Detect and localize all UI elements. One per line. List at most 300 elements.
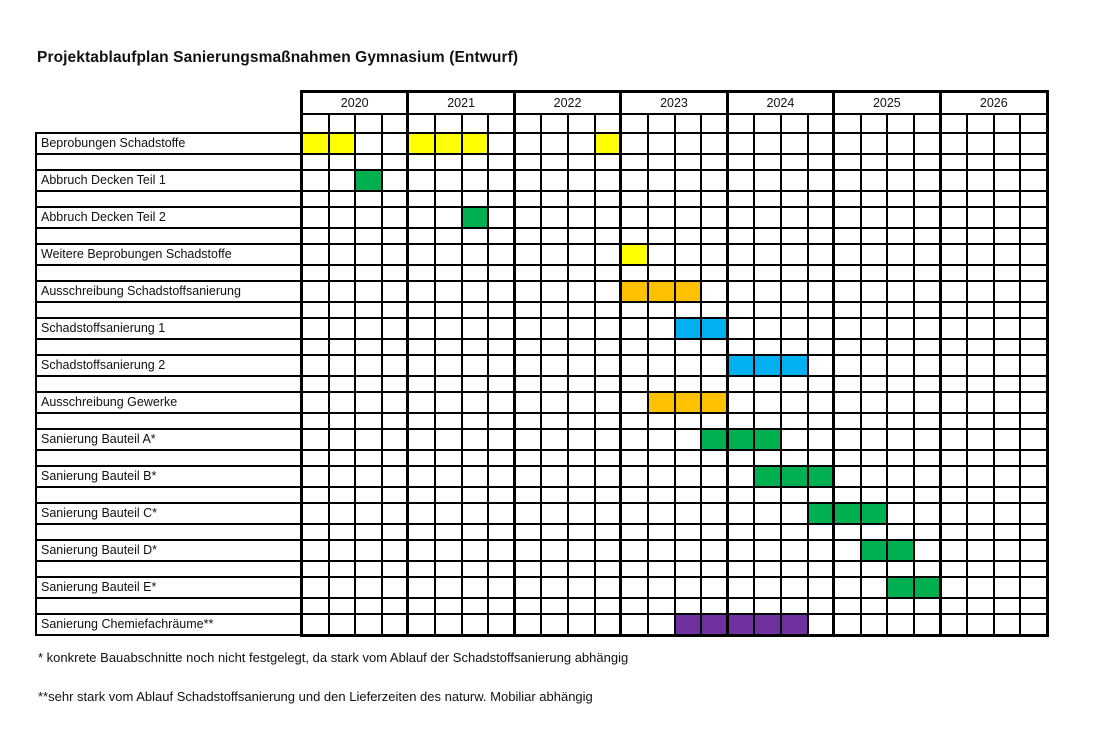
quarter-cell — [702, 578, 727, 597]
grid-spacer-cell — [569, 488, 594, 502]
quarter-cell — [702, 282, 727, 301]
quarter-cell — [622, 541, 647, 560]
quarter-cell — [702, 504, 727, 523]
grid-spacer-cell — [968, 377, 993, 391]
grid-spacer-cell — [888, 377, 913, 391]
quarter-cell — [835, 208, 860, 227]
grid-spacer-cell — [303, 414, 328, 428]
grid-spacer-cell — [436, 488, 461, 502]
quarter-cell — [489, 430, 514, 449]
grid-spacer-cell — [542, 488, 567, 502]
grid-spacer-cell — [622, 488, 647, 502]
quarter-cell — [569, 282, 594, 301]
quarter-cell — [729, 393, 754, 412]
quarter-cell — [409, 319, 434, 338]
quarter-cell — [968, 245, 993, 264]
quarter-cell — [569, 467, 594, 486]
grid-spacer-cell — [569, 155, 594, 169]
grid-spacer-cell — [569, 303, 594, 317]
grid-spacer-cell — [809, 451, 834, 465]
grid-spacer-cell — [569, 451, 594, 465]
quarter-cell — [542, 319, 567, 338]
quarter-cell — [649, 245, 674, 264]
task-label: Ausschreibung Schadstoffsanierung — [37, 282, 300, 301]
quarter-cell — [463, 319, 488, 338]
quarter-cell — [1021, 319, 1046, 338]
grid-spacer-cell — [516, 451, 541, 465]
quarter-cell — [436, 208, 461, 227]
grid-spacer-cell — [542, 525, 567, 539]
quarter-cell — [888, 467, 913, 486]
grid-spacer-cell — [622, 340, 647, 354]
quarter-cell — [782, 578, 807, 597]
grid-spacer-cell — [1021, 303, 1046, 317]
grid-spacer-cell — [383, 414, 408, 428]
grid-spacer-cell — [356, 451, 381, 465]
grid-spacer-cell — [702, 155, 727, 169]
quarter-cell — [569, 245, 594, 264]
grid-spacer-cell — [835, 192, 860, 206]
task-label: Schadstoffsanierung 2 — [37, 356, 300, 375]
grid-spacer-cell — [755, 525, 780, 539]
grid-spacer-cell — [915, 192, 940, 206]
grid-spacer-cell — [862, 414, 887, 428]
quarter-cell — [729, 578, 754, 597]
quarter-cell — [809, 134, 834, 153]
grid-spacer-cell — [542, 229, 567, 243]
quarter-subheader-cell — [463, 115, 488, 132]
quarter-cell — [356, 541, 381, 560]
quarter-cell — [676, 541, 701, 560]
grid-spacer-cell — [303, 525, 328, 539]
quarter-cell — [676, 504, 701, 523]
quarter-cell — [542, 282, 567, 301]
quarter-cell — [1021, 208, 1046, 227]
quarter-cell — [436, 430, 461, 449]
quarter-cell — [702, 245, 727, 264]
quarter-cell — [436, 615, 461, 634]
grid-spacer-cell — [649, 192, 674, 206]
grid-spacer-cell — [409, 562, 434, 576]
quarter-cell — [596, 319, 621, 338]
bar-cell — [676, 615, 701, 634]
quarter-cell — [915, 504, 940, 523]
quarter-cell — [516, 504, 541, 523]
quarter-cell — [649, 134, 674, 153]
quarter-cell — [888, 615, 913, 634]
quarter-cell — [463, 245, 488, 264]
grid-spacer-cell — [596, 155, 621, 169]
quarter-cell — [356, 430, 381, 449]
grid-spacer-cell — [516, 562, 541, 576]
grid-spacer-cell — [489, 414, 514, 428]
grid-spacer-cell — [463, 599, 488, 613]
grid-spacer-cell — [409, 266, 434, 280]
grid-spacer-cell — [1021, 377, 1046, 391]
grid-spacer-cell — [596, 192, 621, 206]
quarter-cell — [622, 208, 647, 227]
grid-spacer-cell — [622, 155, 647, 169]
grid-spacer-cell — [409, 377, 434, 391]
grid-spacer-cell — [968, 562, 993, 576]
grid-spacer-cell — [356, 377, 381, 391]
quarter-cell — [516, 430, 541, 449]
grid-spacer-cell — [489, 599, 514, 613]
grid-spacer-cell — [409, 192, 434, 206]
quarter-cell — [888, 319, 913, 338]
grid-spacer-cell — [542, 377, 567, 391]
quarter-cell — [489, 134, 514, 153]
quarter-cell — [463, 504, 488, 523]
quarter-cell — [330, 467, 355, 486]
grid-spacer-cell — [303, 488, 328, 502]
quarter-cell — [383, 430, 408, 449]
quarter-cell — [409, 208, 434, 227]
quarter-cell — [995, 208, 1020, 227]
quarter-cell — [436, 245, 461, 264]
quarter-cell — [702, 171, 727, 190]
quarter-cell — [622, 134, 647, 153]
grid-spacer-cell — [729, 303, 754, 317]
grid-spacer-cell — [596, 451, 621, 465]
quarter-cell — [782, 541, 807, 560]
grid-spacer-cell — [915, 525, 940, 539]
quarter-cell — [303, 171, 328, 190]
grid-spacer-cell — [968, 340, 993, 354]
quarter-cell — [330, 245, 355, 264]
grid-spacer-cell — [303, 155, 328, 169]
grid-spacer-cell — [542, 340, 567, 354]
grid-spacer-cell — [330, 488, 355, 502]
quarter-cell — [809, 356, 834, 375]
grid-spacer-cell — [755, 266, 780, 280]
quarter-cell — [463, 615, 488, 634]
quarter-cell — [809, 208, 834, 227]
grid-spacer-cell — [995, 525, 1020, 539]
quarter-cell — [888, 356, 913, 375]
quarter-cell — [942, 504, 967, 523]
grid-spacer-cell — [356, 266, 381, 280]
grid-spacer-cell — [542, 266, 567, 280]
bar-cell — [702, 393, 727, 412]
footnote-single-asterisk: * konkrete Bauabschnitte noch nicht festgelegt, da stark vom Ablauf der Schadstoffsanierung abhängig — [38, 650, 629, 665]
quarter-cell — [303, 208, 328, 227]
grid-spacer-cell — [649, 451, 674, 465]
quarter-cell — [755, 282, 780, 301]
grid-spacer-cell — [649, 525, 674, 539]
grid-spacer-cell — [596, 340, 621, 354]
quarter-cell — [409, 541, 434, 560]
quarter-cell — [729, 171, 754, 190]
grid-spacer-cell — [729, 340, 754, 354]
grid-spacer-cell — [489, 525, 514, 539]
quarter-subheader-cell — [569, 115, 594, 132]
quarter-cell — [596, 615, 621, 634]
grid-spacer-cell — [596, 599, 621, 613]
quarter-subheader-cell — [968, 115, 993, 132]
bar-cell — [809, 467, 834, 486]
gantt-chart — [35, 90, 1049, 637]
grid-spacer-cell — [809, 377, 834, 391]
quarter-cell — [649, 430, 674, 449]
quarter-cell — [542, 578, 567, 597]
grid-spacer-cell — [915, 414, 940, 428]
grid-spacer-cell — [463, 155, 488, 169]
grid-spacer-cell — [542, 155, 567, 169]
grid-spacer-cell — [649, 377, 674, 391]
year-header: 2025 — [835, 93, 939, 113]
quarter-cell — [489, 356, 514, 375]
grid-spacer-cell — [809, 266, 834, 280]
grid-spacer-cell — [356, 192, 381, 206]
bar-cell — [782, 467, 807, 486]
quarter-cell — [383, 504, 408, 523]
grid-spacer-cell — [569, 377, 594, 391]
quarter-cell — [383, 171, 408, 190]
quarter-cell — [782, 282, 807, 301]
quarter-cell — [755, 578, 780, 597]
quarter-cell — [569, 134, 594, 153]
grid-spacer-cell — [942, 155, 967, 169]
quarter-cell — [596, 504, 621, 523]
year-header: 2021 — [409, 93, 513, 113]
grid-spacer-cell — [436, 229, 461, 243]
quarter-cell — [729, 245, 754, 264]
quarter-cell — [409, 504, 434, 523]
grid-spacer-cell — [356, 414, 381, 428]
grid-spacer-cell — [463, 192, 488, 206]
grid-spacer-cell — [436, 192, 461, 206]
grid-spacer-cell — [569, 562, 594, 576]
quarter-cell — [330, 430, 355, 449]
quarter-cell — [782, 245, 807, 264]
quarter-cell — [489, 504, 514, 523]
grid-spacer-cell — [729, 451, 754, 465]
quarter-cell — [676, 467, 701, 486]
bar-cell — [649, 282, 674, 301]
grid-spacer-cell — [915, 229, 940, 243]
grid-spacer-cell — [729, 229, 754, 243]
grid-spacer-cell — [409, 488, 434, 502]
grid-spacer-cell — [782, 414, 807, 428]
quarter-cell — [1021, 430, 1046, 449]
quarter-cell — [436, 282, 461, 301]
grid-spacer-cell — [755, 155, 780, 169]
quarter-cell — [676, 208, 701, 227]
grid-spacer-cell — [942, 340, 967, 354]
grid-spacer-cell — [702, 414, 727, 428]
quarter-cell — [569, 208, 594, 227]
grid-spacer-cell — [862, 192, 887, 206]
quarter-cell — [330, 319, 355, 338]
grid-spacer-cell — [330, 192, 355, 206]
grid-spacer-cell — [835, 599, 860, 613]
quarter-cell — [968, 282, 993, 301]
grid-spacer-cell — [888, 525, 913, 539]
quarter-cell — [303, 319, 328, 338]
grid-spacer-cell — [409, 599, 434, 613]
quarter-cell — [463, 356, 488, 375]
grid-spacer-cell — [888, 229, 913, 243]
label-spacer — [37, 562, 300, 576]
grid-spacer-cell — [383, 266, 408, 280]
grid-spacer-cell — [702, 451, 727, 465]
quarter-cell — [303, 615, 328, 634]
grid-spacer-cell — [649, 303, 674, 317]
grid-spacer-cell — [409, 414, 434, 428]
quarter-cell — [942, 208, 967, 227]
quarter-cell — [383, 467, 408, 486]
grid-spacer-cell — [782, 266, 807, 280]
grid-spacer-cell — [702, 599, 727, 613]
quarter-cell — [622, 319, 647, 338]
year-header: 2023 — [622, 93, 726, 113]
grid-spacer-cell — [649, 562, 674, 576]
grid-spacer-cell — [649, 266, 674, 280]
grid-spacer-cell — [569, 266, 594, 280]
quarter-subheader-cell — [782, 115, 807, 132]
quarter-cell — [622, 171, 647, 190]
grid-spacer-cell — [729, 377, 754, 391]
quarter-cell — [356, 319, 381, 338]
quarter-cell — [968, 208, 993, 227]
quarter-cell — [968, 430, 993, 449]
grid-spacer-cell — [489, 340, 514, 354]
bar-cell — [596, 134, 621, 153]
grid-spacer-cell — [862, 340, 887, 354]
grid-spacer-cell — [676, 525, 701, 539]
quarter-cell — [542, 430, 567, 449]
quarter-cell — [968, 541, 993, 560]
quarter-cell — [330, 541, 355, 560]
bar-cell — [862, 541, 887, 560]
grid-spacer-cell — [463, 377, 488, 391]
grid-spacer-cell — [782, 562, 807, 576]
grid-spacer-cell — [755, 340, 780, 354]
label-spacer — [37, 414, 300, 428]
grid-spacer-cell — [862, 562, 887, 576]
quarter-cell — [569, 171, 594, 190]
grid-spacer-cell — [622, 525, 647, 539]
grid-spacer-cell — [888, 488, 913, 502]
quarter-cell — [356, 245, 381, 264]
grid-spacer-cell — [356, 488, 381, 502]
grid-spacer-cell — [436, 525, 461, 539]
quarter-cell — [968, 171, 993, 190]
grid-spacer-cell — [729, 155, 754, 169]
quarter-subheader-cell — [649, 115, 674, 132]
grid-spacer-cell — [702, 525, 727, 539]
grid-spacer-cell — [809, 488, 834, 502]
grid-spacer-cell — [702, 266, 727, 280]
grid-spacer-cell — [356, 599, 381, 613]
grid-spacer-cell — [436, 377, 461, 391]
grid-spacer-cell — [516, 192, 541, 206]
quarter-cell — [516, 319, 541, 338]
quarter-subheader-cell — [436, 115, 461, 132]
grid-spacer-cell — [888, 303, 913, 317]
grid-spacer-cell — [676, 303, 701, 317]
grid-spacer-cell — [809, 303, 834, 317]
quarter-cell — [809, 171, 834, 190]
bar-cell — [676, 282, 701, 301]
grid-spacer-cell — [383, 451, 408, 465]
grid-spacer-cell — [968, 488, 993, 502]
grid-spacer-cell — [303, 192, 328, 206]
quarter-cell — [995, 578, 1020, 597]
grid-spacer-cell — [995, 192, 1020, 206]
bar-cell — [676, 393, 701, 412]
grid-spacer-cell — [942, 303, 967, 317]
grid-spacer-cell — [383, 340, 408, 354]
quarter-cell — [915, 356, 940, 375]
bar-cell — [330, 134, 355, 153]
quarter-cell — [569, 356, 594, 375]
grid-spacer-cell — [942, 525, 967, 539]
grid-spacer-cell — [489, 266, 514, 280]
quarter-cell — [782, 430, 807, 449]
grid-spacer-cell — [835, 377, 860, 391]
quarter-cell — [862, 356, 887, 375]
grid-spacer-cell — [303, 599, 328, 613]
quarter-cell — [383, 615, 408, 634]
grid-spacer-cell — [622, 303, 647, 317]
quarter-cell — [942, 430, 967, 449]
quarter-cell — [463, 171, 488, 190]
quarter-subheader-cell — [729, 115, 754, 132]
grid-spacer-cell — [835, 414, 860, 428]
gantt-grid — [300, 90, 1049, 637]
quarter-cell — [330, 393, 355, 412]
quarter-subheader-cell — [356, 115, 381, 132]
grid-spacer-cell — [676, 192, 701, 206]
grid-spacer-cell — [463, 525, 488, 539]
quarter-cell — [596, 430, 621, 449]
grid-spacer-cell — [862, 525, 887, 539]
bar-cell — [702, 319, 727, 338]
quarter-cell — [809, 430, 834, 449]
quarter-cell — [330, 208, 355, 227]
grid-spacer-cell — [622, 377, 647, 391]
grid-spacer-cell — [835, 340, 860, 354]
grid-spacer-cell — [622, 414, 647, 428]
grid-spacer-cell — [782, 599, 807, 613]
grid-spacer-cell — [942, 414, 967, 428]
quarter-cell — [596, 208, 621, 227]
year-header: 2026 — [942, 93, 1046, 113]
grid-spacer-cell — [915, 451, 940, 465]
grid-spacer-cell — [995, 340, 1020, 354]
grid-spacer-cell — [835, 562, 860, 576]
quarter-cell — [755, 393, 780, 412]
grid-spacer-cell — [330, 525, 355, 539]
grid-spacer-cell — [383, 155, 408, 169]
quarter-cell — [649, 356, 674, 375]
grid-spacer-cell — [596, 525, 621, 539]
grid-spacer-cell — [356, 562, 381, 576]
grid-spacer-cell — [303, 303, 328, 317]
grid-spacer-cell — [862, 377, 887, 391]
label-spacer — [37, 599, 300, 613]
grid-spacer-cell — [569, 525, 594, 539]
bar-cell — [862, 504, 887, 523]
grid-spacer-cell — [729, 192, 754, 206]
grid-spacer-cell — [835, 488, 860, 502]
grid-spacer-cell — [516, 155, 541, 169]
grid-spacer-cell — [995, 488, 1020, 502]
quarter-cell — [596, 578, 621, 597]
grid-spacer-cell — [968, 451, 993, 465]
